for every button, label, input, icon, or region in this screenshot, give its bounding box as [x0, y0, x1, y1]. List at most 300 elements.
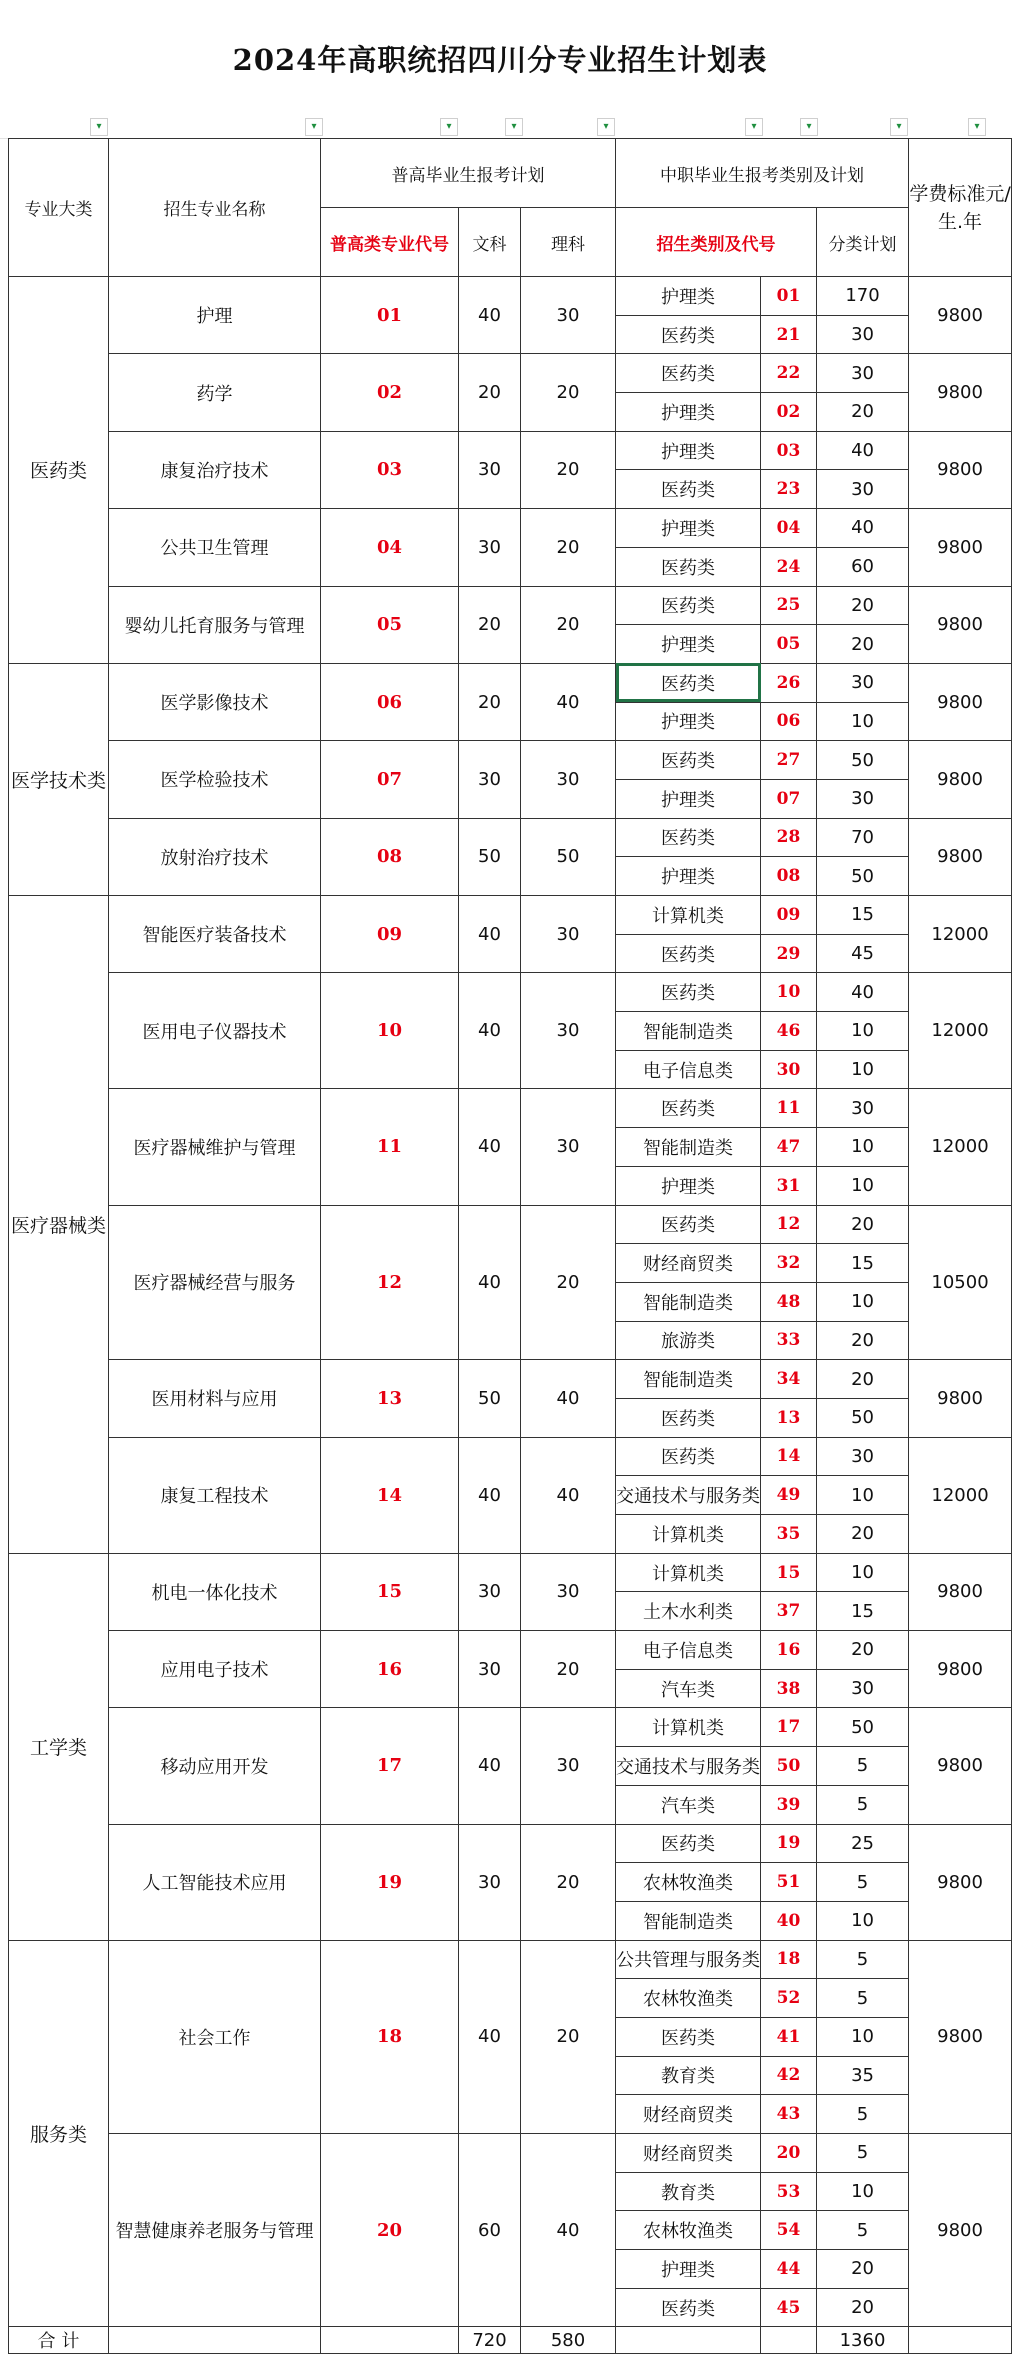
vocational-code-cell[interactable]: 10 — [761, 973, 817, 1012]
high-school-code-cell[interactable]: 02 — [321, 354, 459, 431]
vocational-code-cell[interactable]: 29 — [761, 934, 817, 973]
vocational-count-cell[interactable]: 45 — [817, 934, 909, 973]
vocational-code-cell[interactable]: 46 — [761, 1012, 817, 1051]
vocational-type-cell[interactable]: 医药类 — [616, 547, 761, 586]
category-cell[interactable]: 医药类 — [9, 277, 109, 664]
arts-plan-cell[interactable]: 40 — [459, 1437, 521, 1553]
total-science[interactable]: 580 — [521, 2327, 616, 2354]
arts-plan-cell[interactable]: 60 — [459, 2134, 521, 2327]
vocational-count-cell[interactable]: 50 — [817, 1708, 909, 1747]
vocational-code-cell[interactable]: 48 — [761, 1282, 817, 1321]
tuition-cell[interactable]: 9800 — [909, 1940, 1012, 2133]
major-name-cell[interactable]: 婴幼儿托育服务与管理 — [109, 586, 321, 663]
vocational-count-cell[interactable]: 5 — [817, 1747, 909, 1786]
high-school-code-cell[interactable]: 04 — [321, 509, 459, 586]
vocational-count-cell[interactable]: 40 — [817, 509, 909, 548]
major-name-cell[interactable]: 康复治疗技术 — [109, 431, 321, 508]
vocational-code-cell[interactable]: 51 — [761, 1863, 817, 1902]
tuition-cell[interactable]: 12000 — [909, 973, 1012, 1089]
major-name-cell[interactable]: 公共卫生管理 — [109, 509, 321, 586]
vocational-type-cell[interactable]: 医药类 — [616, 315, 761, 354]
vocational-code-cell[interactable]: 08 — [761, 857, 817, 896]
vocational-type-cell[interactable]: 智能制造类 — [616, 1901, 761, 1940]
tuition-cell[interactable]: 10500 — [909, 1205, 1012, 1360]
total-empty[interactable] — [109, 2327, 321, 2354]
science-plan-cell[interactable]: 30 — [521, 896, 616, 973]
high-school-code-cell[interactable]: 01 — [321, 277, 459, 354]
vocational-type-cell[interactable]: 农林牧渔类 — [616, 1979, 761, 2018]
vocational-count-cell[interactable]: 30 — [817, 315, 909, 354]
arts-plan-cell[interactable]: 30 — [459, 431, 521, 508]
major-name-cell[interactable]: 社会工作 — [109, 1940, 321, 2133]
vocational-code-cell[interactable]: 31 — [761, 1166, 817, 1205]
total-vocational[interactable]: 1360 — [817, 2327, 909, 2354]
vocational-count-cell[interactable]: 10 — [817, 1050, 909, 1089]
vocational-type-cell[interactable]: 旅游类 — [616, 1321, 761, 1360]
vocational-code-cell[interactable]: 33 — [761, 1321, 817, 1360]
major-name-cell[interactable]: 应用电子技术 — [109, 1631, 321, 1708]
filter-dropdown-icon[interactable]: ▾ — [505, 118, 523, 136]
vocational-type-cell[interactable]: 交通技术与服务类 — [616, 1476, 761, 1515]
filter-dropdown-icon[interactable]: ▾ — [90, 118, 108, 136]
filter-dropdown-icon[interactable]: ▾ — [597, 118, 615, 136]
vocational-count-cell[interactable]: 20 — [817, 586, 909, 625]
vocational-code-cell[interactable]: 02 — [761, 393, 817, 432]
high-school-code-cell[interactable]: 07 — [321, 741, 459, 818]
header-tuition: 学费标准元/生.年 — [909, 139, 1012, 277]
arts-plan-cell[interactable]: 30 — [459, 509, 521, 586]
arts-plan-cell[interactable]: 30 — [459, 1631, 521, 1708]
tuition-cell[interactable]: 9800 — [909, 431, 1012, 508]
vocational-type-cell[interactable]: 智能制造类 — [616, 1360, 761, 1399]
table-row — [9, 1205, 1012, 1244]
vocational-type-cell[interactable]: 智能制造类 — [616, 1282, 761, 1321]
major-name-cell[interactable]: 移动应用开发 — [109, 1708, 321, 1824]
vocational-code-cell[interactable]: 28 — [761, 818, 817, 857]
header-science: 理科 — [521, 208, 616, 277]
vocational-count-cell[interactable]: 50 — [817, 857, 909, 896]
vocational-count-cell[interactable]: 5 — [817, 2095, 909, 2134]
tuition-cell[interactable]: 9800 — [909, 1824, 1012, 1940]
vocational-count-cell[interactable]: 50 — [817, 741, 909, 780]
vocational-count-cell[interactable]: 20 — [817, 1515, 909, 1554]
science-plan-cell[interactable]: 30 — [521, 277, 616, 354]
header-vocational-code: 招生类别及代号 — [616, 208, 817, 277]
total-empty[interactable] — [761, 2327, 817, 2354]
science-plan-cell[interactable]: 20 — [521, 586, 616, 663]
arts-plan-cell[interactable]: 40 — [459, 1089, 521, 1205]
vocational-count-cell[interactable]: 20 — [817, 625, 909, 664]
vocational-type-cell[interactable]: 护理类 — [616, 509, 761, 548]
vocational-count-cell[interactable]: 10 — [817, 1282, 909, 1321]
vocational-type-cell[interactable]: 医药类 — [616, 934, 761, 973]
major-name-cell[interactable]: 康复工程技术 — [109, 1437, 321, 1553]
high-school-code-cell[interactable]: 11 — [321, 1089, 459, 1205]
science-plan-cell[interactable]: 20 — [521, 354, 616, 431]
vocational-type-cell[interactable]: 医药类 — [616, 663, 761, 702]
vocational-type-cell[interactable]: 医药类 — [616, 2288, 761, 2327]
vocational-code-cell[interactable]: 15 — [761, 1553, 817, 1592]
vocational-count-cell[interactable]: 30 — [817, 354, 909, 393]
vocational-count-cell[interactable]: 50 — [817, 1398, 909, 1437]
tuition-cell[interactable]: 9800 — [909, 277, 1012, 354]
science-plan-cell[interactable]: 30 — [521, 1089, 616, 1205]
vocational-type-cell[interactable]: 教育类 — [616, 2056, 761, 2095]
vocational-type-cell[interactable]: 医药类 — [616, 1089, 761, 1128]
major-name-cell[interactable]: 医学影像技术 — [109, 663, 321, 740]
filter-dropdown-icon[interactable]: ▾ — [745, 118, 763, 136]
vocational-type-cell[interactable]: 医药类 — [616, 470, 761, 509]
vocational-count-cell[interactable]: 20 — [817, 1631, 909, 1670]
vocational-code-cell[interactable]: 21 — [761, 315, 817, 354]
tuition-cell[interactable]: 9800 — [909, 1631, 1012, 1708]
vocational-type-cell[interactable]: 智能制造类 — [616, 1128, 761, 1167]
tuition-cell[interactable]: 9800 — [909, 818, 1012, 895]
vocational-type-cell[interactable]: 护理类 — [616, 393, 761, 432]
vocational-code-cell[interactable]: 11 — [761, 1089, 817, 1128]
vocational-type-cell[interactable]: 电子信息类 — [616, 1050, 761, 1089]
vocational-type-cell[interactable]: 智能制造类 — [616, 1012, 761, 1051]
major-name-cell[interactable]: 医疗器械经营与服务 — [109, 1205, 321, 1360]
total-empty[interactable] — [616, 2327, 761, 2354]
science-plan-cell[interactable]: 20 — [521, 1940, 616, 2133]
high-school-code-cell[interactable]: 09 — [321, 896, 459, 973]
major-name-cell[interactable]: 医学检验技术 — [109, 741, 321, 818]
vocational-code-cell[interactable]: 27 — [761, 741, 817, 780]
arts-plan-cell[interactable]: 20 — [459, 586, 521, 663]
high-school-code-cell[interactable]: 15 — [321, 1553, 459, 1630]
vocational-count-cell[interactable]: 20 — [817, 1360, 909, 1399]
arts-plan-cell[interactable]: 20 — [459, 354, 521, 431]
science-plan-cell[interactable]: 50 — [521, 818, 616, 895]
vocational-type-cell[interactable]: 护理类 — [616, 857, 761, 896]
arts-plan-cell[interactable]: 40 — [459, 1708, 521, 1824]
vocational-type-cell[interactable]: 计算机类 — [616, 1515, 761, 1554]
vocational-code-cell[interactable]: 37 — [761, 1592, 817, 1631]
tuition-cell[interactable]: 12000 — [909, 896, 1012, 973]
vocational-type-cell[interactable]: 交通技术与服务类 — [616, 1747, 761, 1786]
filter-dropdown-icon[interactable]: ▾ — [968, 118, 986, 136]
vocational-count-cell[interactable]: 15 — [817, 1592, 909, 1631]
vocational-code-cell[interactable]: 20 — [761, 2134, 817, 2173]
vocational-count-cell[interactable]: 10 — [817, 1901, 909, 1940]
high-school-code-cell[interactable]: 18 — [321, 1940, 459, 2133]
table-row — [9, 1553, 1012, 1592]
tuition-cell[interactable]: 9800 — [909, 509, 1012, 586]
total-label[interactable]: 合 计 — [9, 2327, 109, 2354]
vocational-count-cell[interactable]: 15 — [817, 1244, 909, 1283]
vocational-code-cell[interactable]: 23 — [761, 470, 817, 509]
vocational-code-cell[interactable]: 53 — [761, 2172, 817, 2211]
tuition-cell[interactable]: 9800 — [909, 586, 1012, 663]
vocational-count-cell[interactable]: 170 — [817, 277, 909, 316]
major-name-cell[interactable]: 药学 — [109, 354, 321, 431]
total-row — [9, 2327, 1012, 2354]
tuition-cell[interactable]: 9800 — [909, 354, 1012, 431]
vocational-type-cell[interactable]: 护理类 — [616, 702, 761, 741]
science-plan-cell[interactable]: 30 — [521, 973, 616, 1089]
header-arts: 文科 — [459, 208, 521, 277]
science-plan-cell[interactable]: 20 — [521, 1205, 616, 1360]
arts-plan-cell[interactable]: 50 — [459, 1360, 521, 1437]
vocational-type-cell[interactable]: 医药类 — [616, 1398, 761, 1437]
vocational-code-cell[interactable]: 19 — [761, 1824, 817, 1863]
vocational-count-cell[interactable]: 10 — [817, 1012, 909, 1051]
vocational-count-cell[interactable]: 30 — [817, 470, 909, 509]
vocational-count-cell[interactable]: 20 — [817, 393, 909, 432]
vocational-code-cell[interactable]: 18 — [761, 1940, 817, 1979]
vocational-count-cell[interactable]: 5 — [817, 1785, 909, 1824]
vocational-code-cell[interactable]: 06 — [761, 702, 817, 741]
tuition-cell[interactable]: 9800 — [909, 741, 1012, 818]
vocational-type-cell[interactable]: 农林牧渔类 — [616, 1863, 761, 1902]
vocational-count-cell[interactable]: 10 — [817, 1553, 909, 1592]
vocational-code-cell[interactable]: 16 — [761, 1631, 817, 1670]
vocational-type-cell[interactable]: 财经商贸类 — [616, 2095, 761, 2134]
vocational-count-cell[interactable]: 30 — [817, 1089, 909, 1128]
vocational-type-cell[interactable]: 护理类 — [616, 431, 761, 470]
vocational-type-cell[interactable]: 计算机类 — [616, 896, 761, 935]
vocational-code-cell[interactable]: 04 — [761, 509, 817, 548]
arts-plan-cell[interactable]: 30 — [459, 1824, 521, 1940]
science-plan-cell[interactable]: 30 — [521, 1553, 616, 1630]
filter-dropdown-icon[interactable]: ▾ — [305, 118, 323, 136]
table-row — [9, 509, 1012, 548]
arts-plan-cell[interactable]: 40 — [459, 1205, 521, 1360]
vocational-type-cell[interactable]: 护理类 — [616, 779, 761, 818]
tuition-cell[interactable]: 12000 — [909, 1089, 1012, 1205]
vocational-code-cell[interactable]: 50 — [761, 1747, 817, 1786]
vocational-type-cell[interactable]: 教育类 — [616, 2172, 761, 2211]
vocational-count-cell[interactable]: 30 — [817, 663, 909, 702]
major-name-cell[interactable]: 医疗器械维护与管理 — [109, 1089, 321, 1205]
vocational-code-cell[interactable]: 47 — [761, 1128, 817, 1167]
vocational-count-cell[interactable]: 40 — [817, 973, 909, 1012]
vocational-count-cell[interactable]: 20 — [817, 2250, 909, 2289]
major-name-cell[interactable]: 医用材料与应用 — [109, 1360, 321, 1437]
tuition-cell[interactable]: 9800 — [909, 663, 1012, 740]
science-plan-cell[interactable]: 20 — [521, 509, 616, 586]
vocational-code-cell[interactable]: 12 — [761, 1205, 817, 1244]
vocational-code-cell[interactable]: 41 — [761, 2017, 817, 2056]
vocational-code-cell[interactable]: 09 — [761, 896, 817, 935]
vocational-code-cell[interactable]: 30 — [761, 1050, 817, 1089]
major-name-cell[interactable]: 放射治疗技术 — [109, 818, 321, 895]
arts-plan-cell[interactable]: 40 — [459, 1940, 521, 2133]
vocational-type-cell[interactable]: 护理类 — [616, 1166, 761, 1205]
vocational-type-cell[interactable]: 医药类 — [616, 818, 761, 857]
vocational-code-cell[interactable]: 25 — [761, 586, 817, 625]
high-school-code-cell[interactable]: 13 — [321, 1360, 459, 1437]
vocational-code-cell[interactable]: 22 — [761, 354, 817, 393]
arts-plan-cell[interactable]: 40 — [459, 973, 521, 1089]
vocational-count-cell[interactable]: 30 — [817, 1437, 909, 1476]
vocational-type-cell[interactable]: 公共管理与服务类 — [616, 1940, 761, 1979]
science-plan-cell[interactable]: 30 — [521, 1708, 616, 1824]
category-cell[interactable]: 医疗器械类 — [9, 896, 109, 1554]
vocational-code-cell[interactable]: 54 — [761, 2211, 817, 2250]
vocational-code-cell[interactable]: 05 — [761, 625, 817, 664]
vocational-count-cell[interactable]: 15 — [817, 896, 909, 935]
category-cell[interactable]: 工学类 — [9, 1553, 109, 1940]
vocational-code-cell[interactable]: 49 — [761, 1476, 817, 1515]
high-school-code-cell[interactable]: 03 — [321, 431, 459, 508]
vocational-type-cell[interactable]: 土木水利类 — [616, 1592, 761, 1631]
vocational-code-cell[interactable]: 24 — [761, 547, 817, 586]
vocational-code-cell[interactable]: 17 — [761, 1708, 817, 1747]
vocational-count-cell[interactable]: 30 — [817, 1669, 909, 1708]
major-name-cell[interactable]: 人工智能技术应用 — [109, 1824, 321, 1940]
arts-plan-cell[interactable]: 40 — [459, 277, 521, 354]
vocational-type-cell[interactable]: 医药类 — [616, 586, 761, 625]
high-school-code-cell[interactable]: 16 — [321, 1631, 459, 1708]
vocational-count-cell[interactable]: 35 — [817, 2056, 909, 2095]
vocational-code-cell[interactable]: 14 — [761, 1437, 817, 1476]
science-plan-cell[interactable]: 40 — [521, 1360, 616, 1437]
vocational-count-cell[interactable]: 10 — [817, 702, 909, 741]
vocational-type-cell[interactable]: 财经商贸类 — [616, 1244, 761, 1283]
vocational-type-cell[interactable]: 计算机类 — [616, 1553, 761, 1592]
vocational-count-cell[interactable]: 10 — [817, 2017, 909, 2056]
high-school-code-cell[interactable]: 12 — [321, 1205, 459, 1360]
major-name-cell[interactable]: 智慧健康养老服务与管理 — [109, 2134, 321, 2327]
high-school-code-cell[interactable]: 20 — [321, 2134, 459, 2327]
arts-plan-cell[interactable]: 30 — [459, 741, 521, 818]
table-row — [9, 1824, 1012, 1863]
high-school-code-cell[interactable]: 17 — [321, 1708, 459, 1824]
filter-dropdown-icon[interactable]: ▾ — [890, 118, 908, 136]
vocational-count-cell[interactable]: 10 — [817, 1166, 909, 1205]
vocational-count-cell[interactable]: 40 — [817, 431, 909, 470]
vocational-code-cell[interactable]: 13 — [761, 1398, 817, 1437]
vocational-count-cell[interactable]: 30 — [817, 779, 909, 818]
vocational-code-cell[interactable]: 01 — [761, 277, 817, 316]
total-empty[interactable] — [909, 2327, 1012, 2354]
vocational-code-cell[interactable]: 44 — [761, 2250, 817, 2289]
vocational-type-cell[interactable]: 计算机类 — [616, 1708, 761, 1747]
tuition-cell[interactable]: 9800 — [909, 2134, 1012, 2327]
vocational-type-cell[interactable]: 农林牧渔类 — [616, 2211, 761, 2250]
vocational-type-cell[interactable]: 医药类 — [616, 2017, 761, 2056]
vocational-code-cell[interactable]: 34 — [761, 1360, 817, 1399]
vocational-code-cell[interactable]: 52 — [761, 1979, 817, 2018]
science-plan-cell[interactable]: 20 — [521, 431, 616, 508]
vocational-type-cell[interactable]: 医药类 — [616, 354, 761, 393]
vocational-type-cell[interactable]: 医药类 — [616, 1437, 761, 1476]
vocational-type-cell[interactable]: 电子信息类 — [616, 1631, 761, 1670]
filter-row — [0, 112, 1000, 139]
major-name-cell[interactable]: 护理 — [109, 277, 321, 354]
vocational-code-cell[interactable]: 45 — [761, 2288, 817, 2327]
tuition-cell[interactable]: 9800 — [909, 1708, 1012, 1824]
vocational-type-cell[interactable]: 医药类 — [616, 741, 761, 780]
table-row — [9, 973, 1012, 1012]
vocational-count-cell[interactable]: 5 — [817, 1979, 909, 2018]
tuition-cell[interactable]: 12000 — [909, 1437, 1012, 1553]
tuition-cell[interactable]: 9800 — [909, 1360, 1012, 1437]
vocational-code-cell[interactable]: 40 — [761, 1901, 817, 1940]
vocational-code-cell[interactable]: 26 — [761, 663, 817, 702]
vocational-code-cell[interactable]: 03 — [761, 431, 817, 470]
vocational-count-cell[interactable]: 70 — [817, 818, 909, 857]
high-school-code-cell[interactable]: 14 — [321, 1437, 459, 1553]
vocational-count-cell[interactable]: 20 — [817, 2288, 909, 2327]
vocational-count-cell[interactable]: 25 — [817, 1824, 909, 1863]
filter-dropdown-icon[interactable]: ▾ — [800, 118, 818, 136]
vocational-type-cell[interactable]: 医药类 — [616, 973, 761, 1012]
science-plan-cell[interactable]: 30 — [521, 741, 616, 818]
vocational-count-cell[interactable]: 5 — [817, 1863, 909, 1902]
high-school-code-cell[interactable]: 05 — [321, 586, 459, 663]
tuition-cell[interactable]: 9800 — [909, 1553, 1012, 1630]
table-row — [9, 818, 1012, 857]
high-school-code-cell[interactable]: 08 — [321, 818, 459, 895]
arts-plan-cell[interactable]: 50 — [459, 818, 521, 895]
total-arts[interactable]: 720 — [459, 2327, 521, 2354]
vocational-code-cell[interactable]: 38 — [761, 1669, 817, 1708]
vocational-type-cell[interactable]: 护理类 — [616, 625, 761, 664]
arts-plan-cell[interactable]: 20 — [459, 663, 521, 740]
category-cell[interactable]: 服务类 — [9, 1940, 109, 2327]
vocational-count-cell[interactable]: 20 — [817, 1321, 909, 1360]
major-name-cell[interactable]: 智能医疗装备技术 — [109, 896, 321, 973]
science-plan-cell[interactable]: 40 — [521, 663, 616, 740]
vocational-count-cell[interactable]: 60 — [817, 547, 909, 586]
science-plan-cell[interactable]: 20 — [521, 1631, 616, 1708]
major-name-cell[interactable]: 医用电子仪器技术 — [109, 973, 321, 1089]
science-plan-cell[interactable]: 40 — [521, 1437, 616, 1553]
vocational-code-cell[interactable]: 07 — [761, 779, 817, 818]
table-row — [9, 1631, 1012, 1670]
high-school-code-cell[interactable]: 19 — [321, 1824, 459, 1940]
filter-dropdown-icon[interactable]: ▾ — [440, 118, 458, 136]
arts-plan-cell[interactable]: 40 — [459, 896, 521, 973]
vocational-type-cell[interactable]: 财经商贸类 — [616, 2134, 761, 2173]
vocational-count-cell[interactable]: 10 — [817, 1476, 909, 1515]
table-row — [9, 2134, 1012, 2173]
high-school-code-cell[interactable]: 06 — [321, 663, 459, 740]
vocational-count-cell[interactable]: 20 — [817, 1205, 909, 1244]
vocational-type-cell[interactable]: 汽车类 — [616, 1785, 761, 1824]
vocational-code-cell[interactable]: 39 — [761, 1785, 817, 1824]
table-row — [9, 663, 1012, 702]
table-row — [9, 896, 1012, 935]
vocational-code-cell[interactable]: 42 — [761, 2056, 817, 2095]
science-plan-cell[interactable]: 20 — [521, 1824, 616, 1940]
science-plan-cell[interactable]: 40 — [521, 2134, 616, 2327]
table-row — [9, 354, 1012, 393]
vocational-type-cell[interactable]: 汽车类 — [616, 1669, 761, 1708]
vocational-type-cell[interactable]: 医药类 — [616, 1824, 761, 1863]
vocational-type-cell[interactable]: 护理类 — [616, 277, 761, 316]
major-name-cell[interactable]: 机电一体化技术 — [109, 1553, 321, 1630]
table-row — [9, 1708, 1012, 1747]
vocational-count-cell[interactable]: 5 — [817, 2134, 909, 2173]
total-empty[interactable] — [321, 2327, 459, 2354]
vocational-code-cell[interactable]: 32 — [761, 1244, 817, 1283]
high-school-code-cell[interactable]: 10 — [321, 973, 459, 1089]
vocational-code-cell[interactable]: 35 — [761, 1515, 817, 1554]
vocational-type-cell[interactable]: 护理类 — [616, 2250, 761, 2289]
category-cell[interactable]: 医学技术类 — [9, 663, 109, 895]
vocational-type-cell[interactable]: 医药类 — [616, 1205, 761, 1244]
vocational-count-cell[interactable]: 5 — [817, 2211, 909, 2250]
vocational-count-cell[interactable]: 10 — [817, 1128, 909, 1167]
vocational-code-cell[interactable]: 43 — [761, 2095, 817, 2134]
arts-plan-cell[interactable]: 30 — [459, 1553, 521, 1630]
vocational-count-cell[interactable]: 5 — [817, 1940, 909, 1979]
vocational-count-cell[interactable]: 10 — [817, 2172, 909, 2211]
